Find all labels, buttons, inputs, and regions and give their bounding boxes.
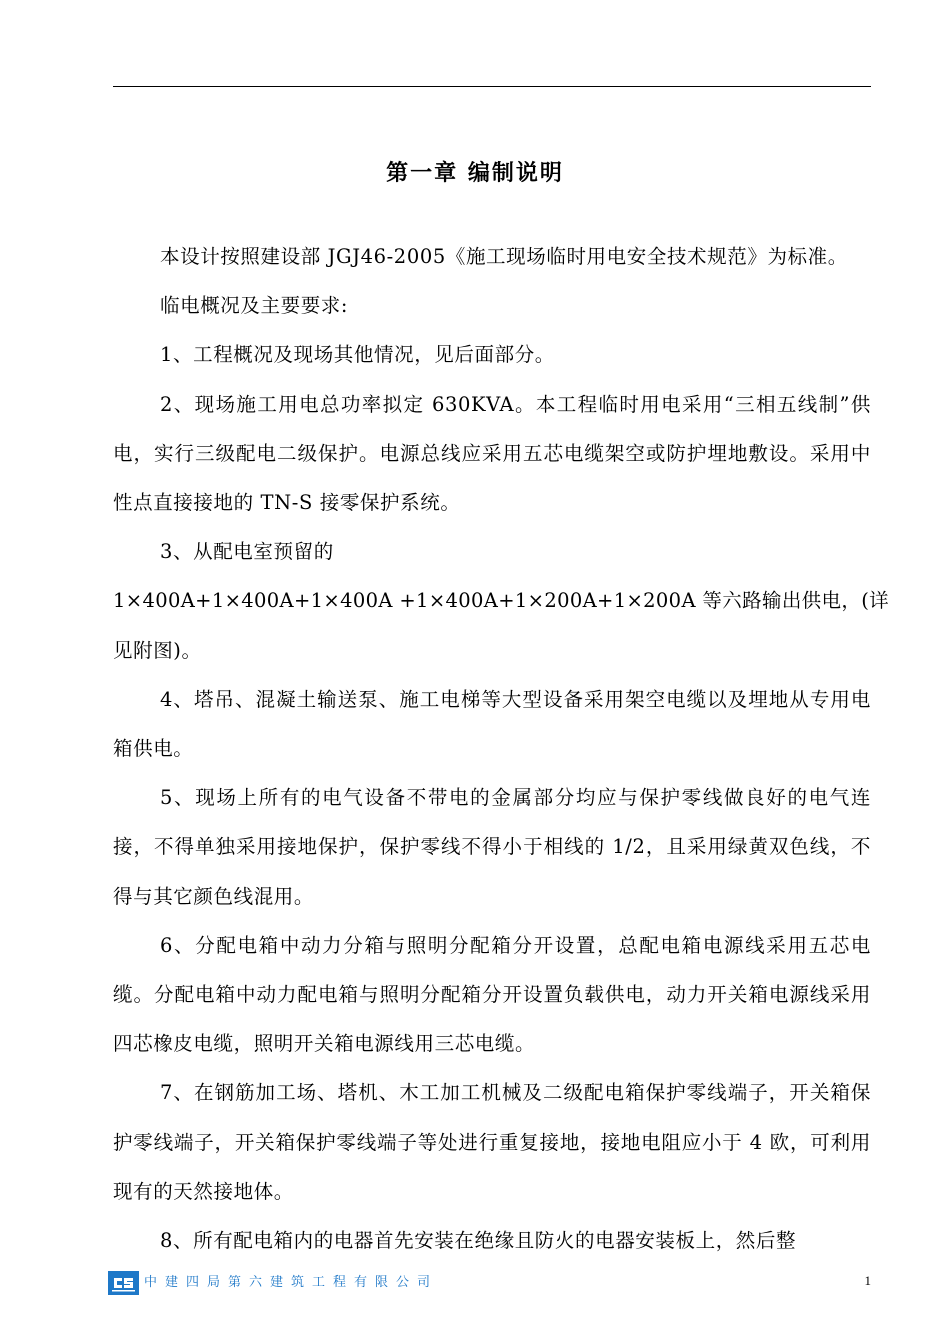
document-body	[113, 232, 890, 1265]
page-footer	[108, 1267, 874, 1299]
paragraph-item-2: 2、现场施工用电总功率拟定 630KVA。本工程临时用电采用“三相五线制”供电，实行三级配电二级保护。电源总线应采用五芯电缆架空或防护埋地敷设。采用中性点直接接地的 TN-S 接零保护系统。	[113, 392, 871, 515]
paragraph-item-1: 1、工程概况及现场其他情况，见后面部分。	[160, 343, 555, 367]
company-logo-icon	[108, 1271, 139, 1295]
paragraph-standard: 本设计按照建设部 JGJ46-2005《施工现场临时用电安全技术规范》为标准。	[160, 245, 848, 268]
paragraph-item-4: 4、塔吊、混凝土输送泵、施工电梯等大型设备采用架空电缆以及埋地从专用电箱供电。	[113, 687, 871, 761]
paragraph-item-3-line-2: 1×400A+1×400A+1×400A +1×400A+1×200A+1×200A 等六路输出供电，(详	[113, 589, 890, 613]
page-number: 1	[864, 1273, 871, 1288]
chapter-title: 第一章 编制说明	[386, 161, 564, 186]
company-name: 中建四局第六建筑工程有限公司	[144, 1275, 439, 1290]
paragraph-item-3-line-1: 3、从配电室预留的	[160, 540, 334, 564]
paragraph-item-6: 6、分配电箱中动力分箱与照明分配箱分开设置，总配电箱电源线采用五芯电缆。分配电箱中动力配电箱与照明分配箱分开设置负载供电，动力开关箱电源线采用四芯橡皮电缆，照明开关箱电源线用三芯电缆。	[113, 933, 871, 1056]
header-rule	[113, 86, 871, 87]
paragraph-overview: 临电概况及主要要求:	[160, 294, 349, 318]
paragraph-item-3	[113, 527, 890, 675]
paragraph-item-8: 8、所有配电箱内的电器首先安装在绝缘且防火的电器安装板上，然后整	[160, 1229, 797, 1253]
paragraph-item-5: 5、现场上所有的电气设备不带电的金属部分均应与保护零线做良好的电气连接，不得单独采用接地保护，保护零线不得小于相线的 1/2，且采用绿黄双色线，不得与其它颜色线混用。	[113, 786, 871, 908]
paragraph-item-3-line-3: 见附图)。	[113, 638, 202, 662]
paragraph-item-7: 7、在钢筋加工场、塔机、木工加工机械及二级配电箱保护零线端子，开关箱保护零线端子，开关箱保护零线端子等处进行重复接地，接地电阻应小于 4 欧，可利用现有的天然接地体。	[113, 1081, 871, 1203]
